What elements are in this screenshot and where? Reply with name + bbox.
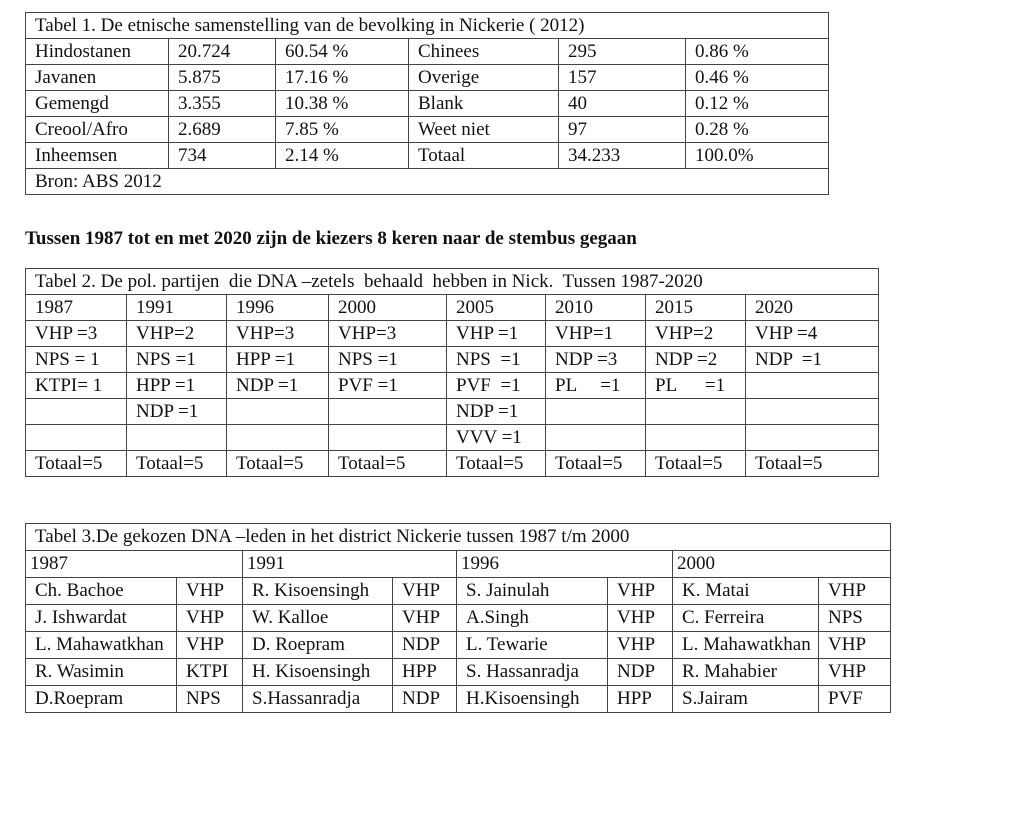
party-cell: HPP — [608, 686, 673, 713]
table-cell: 60.54 % — [276, 39, 409, 65]
seat-cell — [746, 399, 879, 425]
seat-cell: Totaal=5 — [746, 451, 879, 477]
seat-cell: VHP=3 — [227, 321, 329, 347]
table-row — [26, 373, 879, 399]
seat-cell: Totaal=5 — [127, 451, 227, 477]
table-cell: 100.0% — [686, 143, 829, 169]
table-cell: Hindostanen — [26, 39, 169, 65]
table-row — [26, 143, 829, 169]
table-row — [26, 578, 891, 605]
table-row — [26, 659, 891, 686]
year-header: 2000 — [329, 295, 447, 321]
member-name: W. Kalloe — [243, 605, 393, 632]
table-cell: Blank — [409, 91, 559, 117]
table-caption-row — [26, 524, 891, 551]
party-cell: VHP — [177, 632, 243, 659]
table-cell: 34.233 — [559, 143, 686, 169]
table-caption: Tabel 2. De pol. partijen die DNA –zetels behaald hebben in Nick. Tussen 1987-2020 — [26, 269, 879, 295]
seat-cell — [127, 425, 227, 451]
member-name: Ch. Bachoe — [26, 578, 177, 605]
party-cell: VHP — [608, 632, 673, 659]
member-name: H.Kisoensingh — [457, 686, 608, 713]
member-name: S.Jairam — [673, 686, 819, 713]
member-name: L. Tewarie — [457, 632, 608, 659]
section-heading: Tussen 1987 tot en met 2020 zijn de kiezers 8 keren naar de stembus gegaan — [25, 228, 637, 249]
party-cell: NDP — [608, 659, 673, 686]
table-cell: 7.85 % — [276, 117, 409, 143]
party-cell: VHP — [819, 632, 891, 659]
table-cell: 17.16 % — [276, 65, 409, 91]
party-cell: KTPI — [177, 659, 243, 686]
party-cell: VHP — [819, 578, 891, 605]
table-cell: Inheemsen — [26, 143, 169, 169]
table-cell: Weet niet — [409, 117, 559, 143]
seat-cell — [646, 399, 746, 425]
year-header: 2015 — [646, 295, 746, 321]
member-name: C. Ferreira — [673, 605, 819, 632]
seat-cell: NDP =2 — [646, 347, 746, 373]
seat-cell: VVV =1 — [447, 425, 546, 451]
seat-cell: VHP=1 — [546, 321, 646, 347]
table-row — [26, 117, 829, 143]
seat-cell — [227, 425, 329, 451]
year-header: 1991 — [243, 551, 457, 578]
table-row — [26, 686, 891, 713]
year-header: 2005 — [447, 295, 546, 321]
seat-cell: NPS =1 — [447, 347, 546, 373]
member-name: L. Mahawatkhan — [26, 632, 177, 659]
table-cell: Chinees — [409, 39, 559, 65]
seat-cell: NDP =1 — [127, 399, 227, 425]
table-cell: 10.38 % — [276, 91, 409, 117]
source-note: Bron: ABS 2012 — [26, 169, 829, 195]
seat-cell: VHP=2 — [127, 321, 227, 347]
seat-cell — [26, 425, 127, 451]
party-cell: NDP — [393, 632, 457, 659]
table-cell: Totaal — [409, 143, 559, 169]
table-row — [26, 347, 879, 373]
seat-cell: NPS = 1 — [26, 347, 127, 373]
table-caption-row — [26, 269, 879, 295]
seat-cell: Totaal=5 — [646, 451, 746, 477]
table-cell: Javanen — [26, 65, 169, 91]
table-row — [26, 399, 879, 425]
table-row — [26, 39, 829, 65]
table-cell: 97 — [559, 117, 686, 143]
table-caption: Tabel 3.De gekozen DNA –leden in het district Nickerie tussen 1987 t/m 2000 — [26, 524, 891, 551]
party-cell: NPS — [177, 686, 243, 713]
table-cell: 3.355 — [169, 91, 276, 117]
table-ethnic-composition — [25, 12, 829, 195]
table-cell: 734 — [169, 143, 276, 169]
seat-cell: Totaal=5 — [26, 451, 127, 477]
table-cell: Gemengd — [26, 91, 169, 117]
member-name: D.Roepram — [26, 686, 177, 713]
party-cell: HPP — [393, 659, 457, 686]
table-cell: Creool/Afro — [26, 117, 169, 143]
source-row — [26, 169, 829, 195]
seat-cell: VHP =4 — [746, 321, 879, 347]
table-elected-members — [25, 523, 891, 713]
table-cell: 0.86 % — [686, 39, 829, 65]
year-header: 2010 — [546, 295, 646, 321]
table-caption-row — [26, 13, 829, 39]
year-header: 1987 — [26, 295, 127, 321]
seat-cell — [646, 425, 746, 451]
member-name: S.Hassanradja — [243, 686, 393, 713]
year-header: 2000 — [673, 551, 891, 578]
seat-cell — [746, 373, 879, 399]
table-cell: 40 — [559, 91, 686, 117]
year-header-row — [26, 551, 891, 578]
seat-cell: NDP =1 — [447, 399, 546, 425]
table-cell: 0.46 % — [686, 65, 829, 91]
party-cell: NPS — [819, 605, 891, 632]
seat-cell: HPP =1 — [127, 373, 227, 399]
party-cell: VHP — [608, 605, 673, 632]
seat-cell — [26, 399, 127, 425]
table-cell: 0.28 % — [686, 117, 829, 143]
member-name: H. Kisoensingh — [243, 659, 393, 686]
year-header: 1996 — [457, 551, 673, 578]
party-cell: VHP — [393, 578, 457, 605]
seat-cell: PL =1 — [546, 373, 646, 399]
seat-cell: VHP =1 — [447, 321, 546, 347]
member-name: R. Wasimin — [26, 659, 177, 686]
seat-cell: PVF =1 — [329, 373, 447, 399]
member-name: J. Ishwardat — [26, 605, 177, 632]
party-cell: VHP — [819, 659, 891, 686]
party-cell: VHP — [393, 605, 457, 632]
member-name: R. Kisoensingh — [243, 578, 393, 605]
year-header-row — [26, 295, 879, 321]
member-name: A.Singh — [457, 605, 608, 632]
seat-cell: NPS =1 — [329, 347, 447, 373]
party-cell: NDP — [393, 686, 457, 713]
table-row — [26, 632, 891, 659]
member-name: D. Roepram — [243, 632, 393, 659]
seat-cell: Totaal=5 — [227, 451, 329, 477]
seat-cell: PVF =1 — [447, 373, 546, 399]
party-cell: VHP — [177, 605, 243, 632]
year-header: 2020 — [746, 295, 879, 321]
seat-cell: NDP =1 — [227, 373, 329, 399]
year-header: 1987 — [26, 551, 243, 578]
party-cell: PVF — [819, 686, 891, 713]
table-cell: 0.12 % — [686, 91, 829, 117]
table-cell: 295 — [559, 39, 686, 65]
table-row — [26, 451, 879, 477]
seat-cell: VHP=3 — [329, 321, 447, 347]
seat-cell: Totaal=5 — [447, 451, 546, 477]
seat-cell: PL =1 — [646, 373, 746, 399]
table-cell: 2.689 — [169, 117, 276, 143]
year-header: 1991 — [127, 295, 227, 321]
seat-cell: NDP =3 — [546, 347, 646, 373]
table-cell: 20.724 — [169, 39, 276, 65]
table-cell: 2.14 % — [276, 143, 409, 169]
seat-cell: VHP =3 — [26, 321, 127, 347]
seat-cell — [746, 425, 879, 451]
seat-cell: VHP=2 — [646, 321, 746, 347]
party-cell: VHP — [608, 578, 673, 605]
seat-cell — [546, 399, 646, 425]
table-row — [26, 65, 829, 91]
seat-cell — [329, 399, 447, 425]
table-row — [26, 425, 879, 451]
member-name: S. Jainulah — [457, 578, 608, 605]
table-row — [26, 91, 829, 117]
table-cell: 157 — [559, 65, 686, 91]
seat-cell — [546, 425, 646, 451]
table-row — [26, 605, 891, 632]
member-name: S. Hassanradja — [457, 659, 608, 686]
seat-cell: NPS =1 — [127, 347, 227, 373]
table-cell: 5.875 — [169, 65, 276, 91]
member-name: L. Mahawatkhan — [673, 632, 819, 659]
seat-cell — [227, 399, 329, 425]
seat-cell: HPP =1 — [227, 347, 329, 373]
seat-cell: Totaal=5 — [546, 451, 646, 477]
seat-cell: KTPI= 1 — [26, 373, 127, 399]
member-name: K. Matai — [673, 578, 819, 605]
table-cell: Overige — [409, 65, 559, 91]
seat-cell: Totaal=5 — [329, 451, 447, 477]
member-name: R. Mahabier — [673, 659, 819, 686]
table-row — [26, 321, 879, 347]
seat-cell: NDP =1 — [746, 347, 879, 373]
party-cell: VHP — [177, 578, 243, 605]
table-caption: Tabel 1. De etnische samenstelling van de bevolking in Nickerie ( 2012) — [26, 13, 829, 39]
year-header: 1996 — [227, 295, 329, 321]
table-party-seats — [25, 268, 879, 477]
seat-cell — [329, 425, 447, 451]
